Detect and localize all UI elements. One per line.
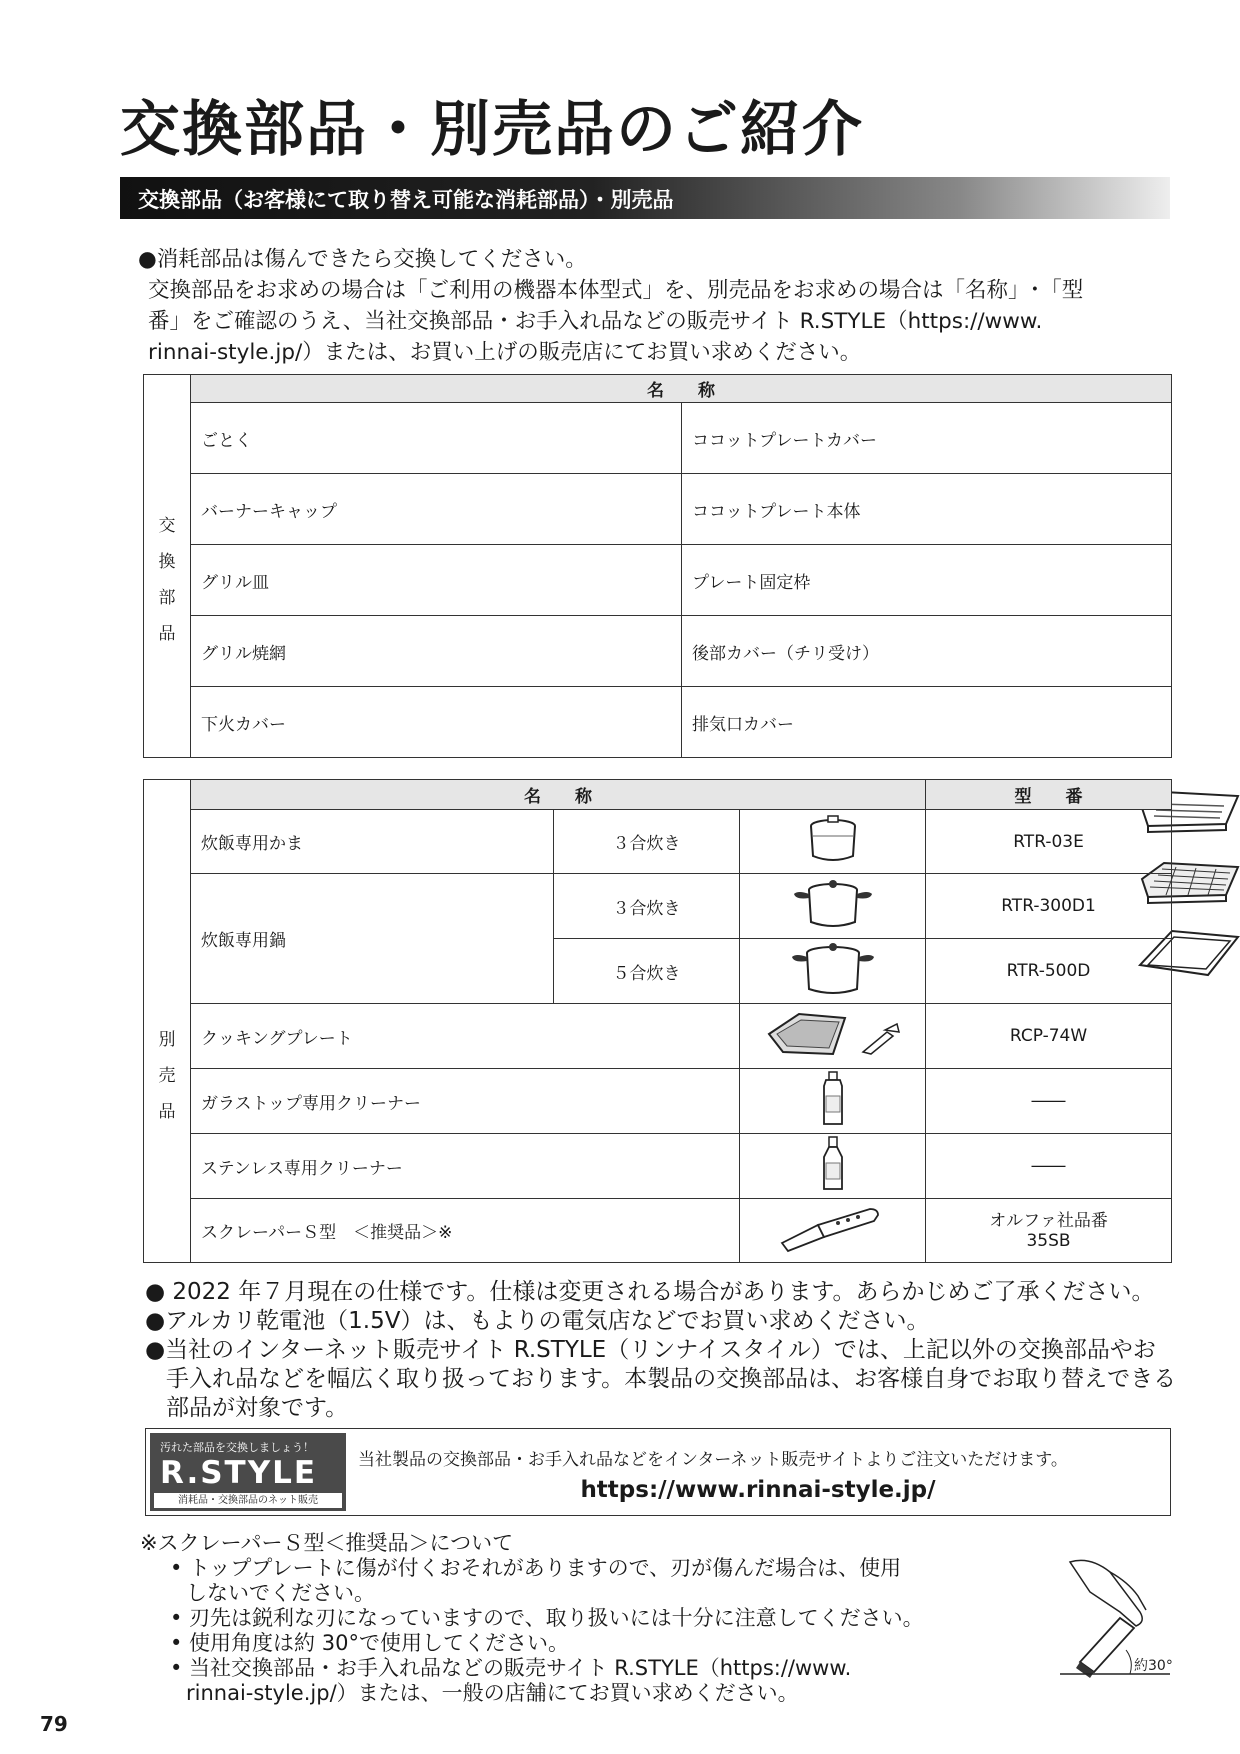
table-cell: 後部カバー（チリ受け） xyxy=(682,616,1172,687)
scraper-note-1b: しないでください。 xyxy=(186,1581,375,1605)
scraper-usage-illustration xyxy=(1050,1552,1180,1692)
scraper-note-4a: • 当社交換部品・お手入れ品などの販売サイト R.STYLE（https://www. xyxy=(170,1656,852,1680)
accessory-header-model: 型 番 xyxy=(926,780,1172,810)
bullet-3-line-2: 手入れ品などを幅広く取り扱っております。本製品の交換部品は、お客様自身でお取り替えできる xyxy=(166,1366,1177,1392)
table-cell: ごとく xyxy=(191,403,682,474)
section-bar xyxy=(120,177,1170,219)
scraper-note-3: • 使用角度は約 30°で使用してください。 xyxy=(170,1631,569,1655)
table-cell: RCP-74W xyxy=(926,1004,1172,1069)
page-title: 交換部品・別売品のご紹介 xyxy=(120,95,864,165)
table-cell: バーナーキャップ xyxy=(191,474,682,545)
accessory-side-label: 別 売 品 xyxy=(144,780,191,1263)
table-cell: ３合炊き xyxy=(554,810,740,874)
table-cell: クッキングプレート xyxy=(191,1004,740,1069)
scraper-note-4b: rinnai-style.jp/）または、一般の店舗にてお買い求めください。 xyxy=(186,1681,799,1705)
table-cell: 排気口カバー xyxy=(682,687,1172,758)
table-cell: RTR-500D xyxy=(926,939,1172,1004)
table-cell: プレート固定枠 xyxy=(682,545,1172,616)
table-cell xyxy=(740,1069,926,1134)
intro-line-4: rinnai-style.jp/）または、お買い上げの販売店にてお買い求めください。 xyxy=(148,340,862,365)
scraper-note-head: ※スクレーパーＳ型＜推奨品＞について xyxy=(140,1531,514,1555)
banner-url-link[interactable]: https://www.rinnai-style.jp/ xyxy=(580,1477,936,1503)
table-cell: オルファ社品番 35SB xyxy=(926,1199,1172,1263)
table-cell xyxy=(740,939,926,1004)
rice-pot-3-icon xyxy=(788,878,878,930)
table-cell: スクレーパーＳ型 ＜推奨品＞※ xyxy=(191,1199,740,1263)
bullet-1: ● 2022 年７月現在の仕様です。仕様は変更される場合があります。あらかじめご了承ください。 xyxy=(145,1279,1155,1305)
scraper-icon xyxy=(778,1203,888,1253)
rice-pot-icon xyxy=(793,814,873,864)
table-cell: RTR-300D1 xyxy=(926,874,1172,939)
scraper-note-2: • 刃先は鋭利な刃になっていますので、取り扱いには十分に注意してください。 xyxy=(170,1606,924,1630)
table-cell: 下火カバー xyxy=(191,687,682,758)
accessory-table xyxy=(143,779,1172,1263)
cooking-plate-icon xyxy=(763,1006,903,1062)
table-cell: ガラストップ専用クリーナー xyxy=(191,1069,740,1134)
table-cell: グリル焼網 xyxy=(191,616,682,687)
table-cell xyxy=(740,1004,926,1069)
bullet-3-line-3: 部品が対象です。 xyxy=(166,1395,349,1421)
table-cell xyxy=(740,874,926,939)
table-cell: ―― xyxy=(926,1134,1172,1199)
angle-label: 約30° xyxy=(1134,1658,1173,1674)
parts-header: 名 称 xyxy=(191,375,1172,403)
table-cell xyxy=(740,1134,926,1199)
scraper-note-1a: • トッププレートに傷が付くおそれがありますので、刃が傷んだ場合は、使用 xyxy=(170,1556,902,1580)
rice-pot-5-icon xyxy=(786,941,880,997)
table-cell: ステンレス専用クリーナー xyxy=(191,1134,740,1199)
table-cell: ココットプレートカバー xyxy=(682,403,1172,474)
stainless-cleaner-bottle-icon xyxy=(818,1135,848,1193)
glass-cleaner-bottle-icon xyxy=(818,1070,848,1128)
section-bar-label: 交換部品（お客様にて取り替え可能な消耗部品）・別売品 xyxy=(138,188,674,212)
table-cell: 炊飯専用かま xyxy=(191,810,554,874)
table-cell: ５合炊き xyxy=(554,939,740,1004)
bullet-2: ●アルカリ乾電池（1.5V）は、もよりの電気店などでお買い求めください。 xyxy=(145,1308,930,1334)
table-cell xyxy=(740,810,926,874)
parts-side-label: 交 換 部 品 xyxy=(144,375,191,758)
table-cell: ココットプレート本体 xyxy=(682,474,1172,545)
table-cell: ３合炊き xyxy=(554,874,740,939)
rstyle-logo: 汚れた部品を交換しましょう！ R.STYLE 消耗品・交換部品のネット販売 xyxy=(150,1433,346,1511)
intro-line-2: 交換部品をお求めの場合は「ご利用の機器本体型式」を、別売品をお求めの場合は「名称」･「型 xyxy=(148,278,1084,303)
rstyle-banner xyxy=(145,1428,1171,1516)
banner-text: 当社製品の交換部品・お手入れ品などをインターネット販売サイトよりご注文いただけます。 xyxy=(358,1450,1068,1470)
table-cell: RTR-03E xyxy=(926,810,1172,874)
table-cell xyxy=(740,1199,926,1263)
table-cell: ―― xyxy=(926,1069,1172,1134)
page-number: 79 xyxy=(40,1712,68,1736)
parts-table xyxy=(143,374,1172,758)
intro-line-1: ●消耗部品は傷んできたら交換してください。 xyxy=(138,247,587,272)
intro-line-3: 番」をご確認のうえ、当社交換部品・お手入れ品などの販売サイト R.STYLE（https://www. xyxy=(148,309,1043,334)
accessory-header-name: 名 称 xyxy=(191,780,926,810)
table-cell: 炊飯専用鍋 xyxy=(191,874,554,1004)
bullet-3-line-1: ●当社のインターネット販売サイト R.STYLE（リンナイスタイル）では、上記以外の交換部品やお xyxy=(145,1337,1156,1363)
table-cell: グリル皿 xyxy=(191,545,682,616)
